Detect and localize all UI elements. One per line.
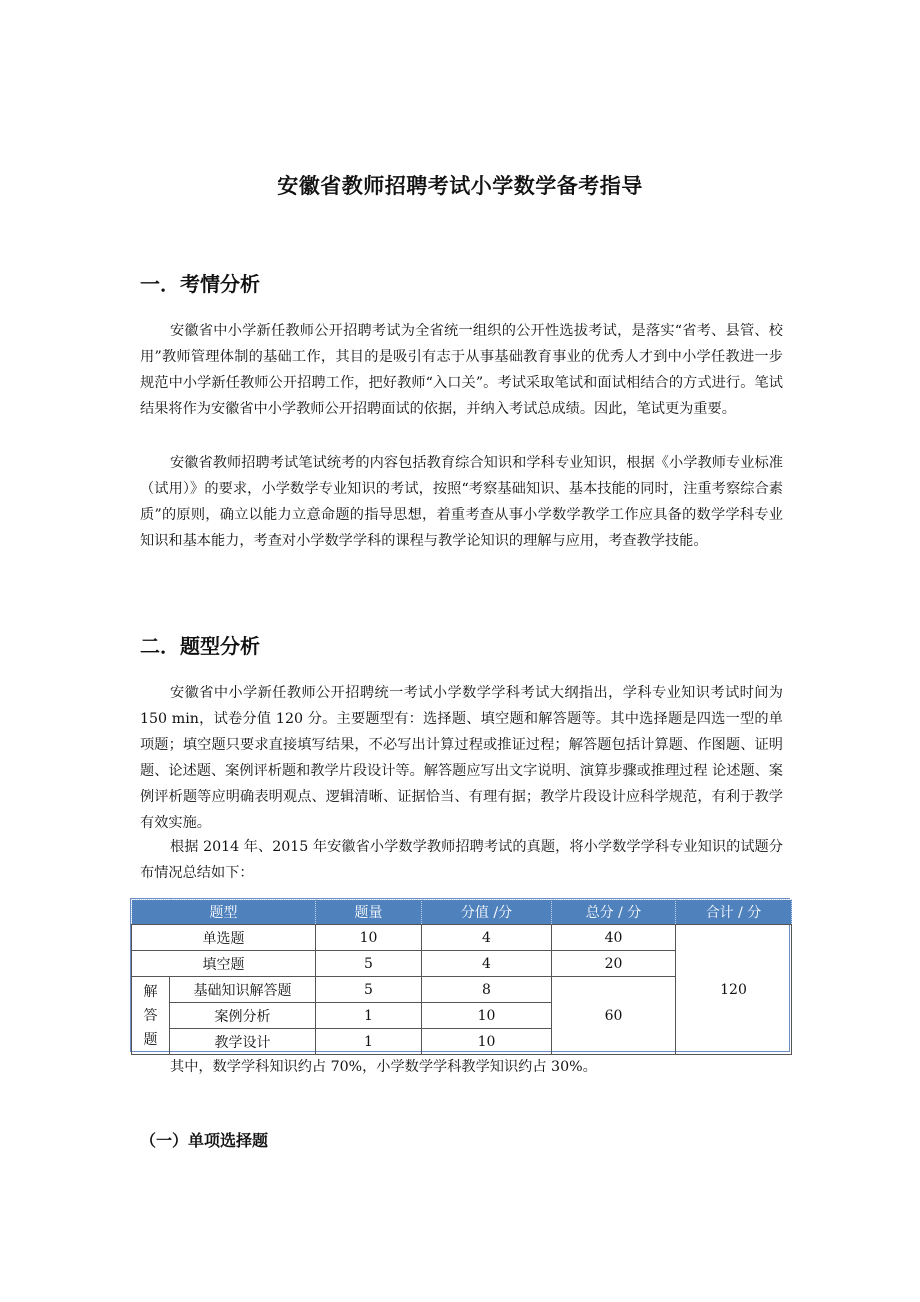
paragraph-exam-intro: 安徽省中小学新任教师公开招聘考试为全省统一组织的公开性选拔考试，是落实“省考、县管、校用”教师管理体制的基础工作，其目的是吸引有志于从事基础教育事业的优秀人才到中小学任教进一步规范中小学新任教师公开招聘工作，把好教师“入口关”。考试采取笔试和面试相结合的方式进行。笔试结果将作为安徽省中小学教师公开招聘面试的依据，并纳入考试总成绩。因此，笔试更为重要。 xyxy=(140,323,783,417)
section-heading-exam-analysis: 一．考情分析 xyxy=(140,272,260,296)
cell-count: 1 xyxy=(316,1029,422,1055)
header-type: 题型 xyxy=(132,900,316,925)
group-label-char: 题 xyxy=(143,1031,158,1048)
cell-type: 单选题 xyxy=(132,925,316,951)
distribution-table xyxy=(130,898,790,1052)
paragraph-distribution-intro: 根据 2014 年、2015 年安徽省小学数学教师招聘考试的真题，将小学数学学科专业知识的试题分布情况总结如下： xyxy=(140,839,783,881)
cell-total: 20 xyxy=(552,951,676,977)
cell-grand-total: 120 xyxy=(676,925,792,1055)
table-header-row xyxy=(132,900,792,925)
group-label-char: 解 xyxy=(143,983,158,1000)
header-score: 分值 /分 xyxy=(422,900,552,925)
cell-count: 5 xyxy=(316,951,422,977)
group-label-char: 答 xyxy=(143,1007,158,1024)
header-total: 总分 / 分 xyxy=(552,900,676,925)
subsection-heading-single-choice: （一）单项选择题 xyxy=(140,1131,269,1150)
cell-count: 5 xyxy=(316,977,422,1003)
cell-type: 基础知识解答题 xyxy=(170,977,316,1003)
cell-count: 1 xyxy=(316,1003,422,1029)
cell-count: 10 xyxy=(316,925,422,951)
cell-score: 10 xyxy=(422,1003,552,1029)
cell-score: 4 xyxy=(422,925,552,951)
cell-score: 8 xyxy=(422,977,552,1003)
paragraph-exam-content: 安徽省教师招聘考试笔试统考的内容包括教育综合知识和学科专业知识，根据《小学教师专业标准（试用）》的要求，小学数学专业知识的考试，按照“考察基础知识、基本技能的同时，注重考察综合素质”的原则，确立以能力立意命题的指导思想，着重考查从事小学数学教学工作应具备的数学学科专业知识和基本能力，考查对小学数学学科的课程与教学论知识的理解与应用，考查教学技能。 xyxy=(140,455,783,549)
header-count: 题量 xyxy=(316,900,422,925)
table-row xyxy=(132,925,792,951)
header-grand-total: 合计 / 分 xyxy=(676,900,792,925)
cell-score: 10 xyxy=(422,1029,552,1055)
paragraph-table-note: 其中，数学学科知识约占 70%，小学数学学科教学知识约占 30%。 xyxy=(170,1059,597,1075)
cell-total: 40 xyxy=(552,925,676,951)
cell-group-label xyxy=(132,977,170,1055)
document-title: 安徽省教师招聘考试小学数学备考指导 xyxy=(277,174,643,198)
paragraph-question-types: 安徽省中小学新任教师公开招聘统一考试小学数学学科考试大纲指出，学科专业知识考试时间为 150 min，试卷分值 120 分。主要题型有：选择题、填空题和解答题等。其中选择题是四选一型的单项题；填空题只要求直接填写结果，不必写出计算过程或推证过程；解答题包括计算题、作图题、证明题、论述题、案例评析题和教学片段设计等。解答题应写出文字说明、演算步骤或推理过程 论述题、案例评析题等应明确表明观点、逻辑清晰、证据恰当、有理有据；教学片段设计应科学规范，有利于教学有效实施。 xyxy=(140,685,783,831)
cell-group-total: 60 xyxy=(552,977,676,1055)
cell-score: 4 xyxy=(422,951,552,977)
cell-type: 教学设计 xyxy=(170,1029,316,1055)
section-heading-question-types: 二．题型分析 xyxy=(140,634,260,658)
cell-type: 案例分析 xyxy=(170,1003,316,1029)
cell-type: 填空题 xyxy=(132,951,316,977)
